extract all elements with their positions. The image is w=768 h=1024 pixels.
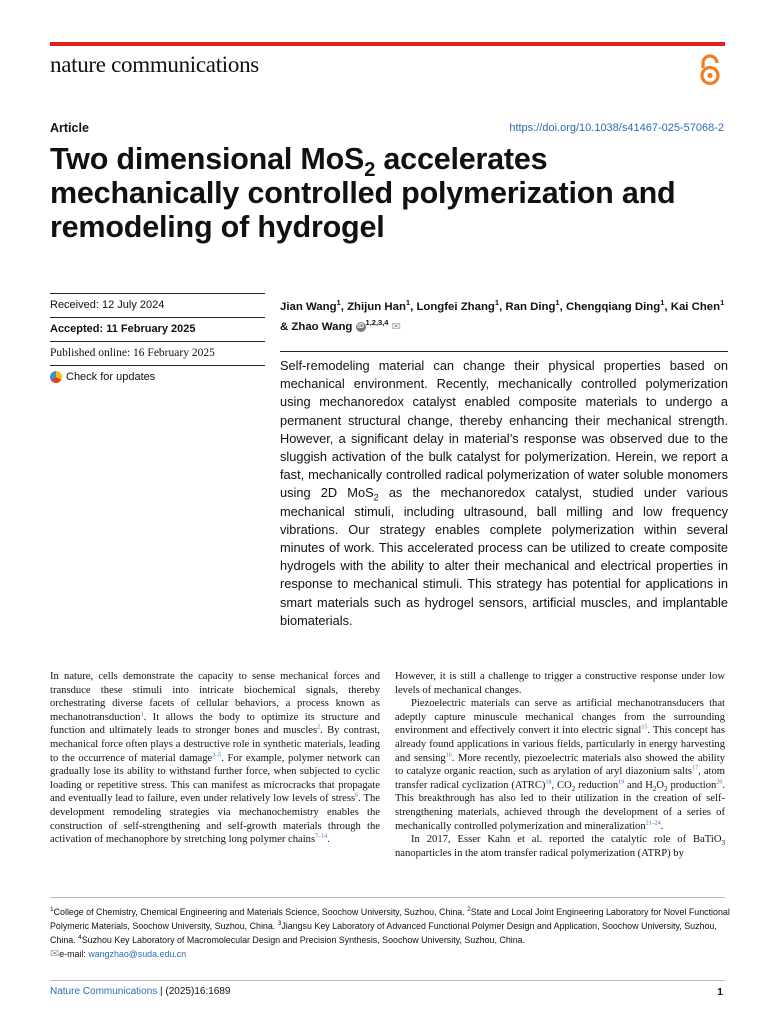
body-column-left: [50, 670, 380, 847]
orcid-icon[interactable]: iD: [357, 322, 365, 330]
author-list: Jian Wang$^1$, Zhijun Han$^1$, Longfei Zhang$^1$, Ran Ding$^1$, Chengqiang Ding$^1$, Kai Chen$^1$ & Zhao Wang iD $^{1,2,3,4}$ ✉: [280, 298, 725, 333]
citation-ref[interactable]: 16: [445, 752, 452, 759]
page-number: 1: [717, 986, 723, 998]
affiliations: $^1$College of Chemistry, Chemical Engineering and Materials Science, Soochow University, Suzhou, China. $^2$State and Local Joint Engineering Laboratory for Novel Functional Polymeric Materials, Soochow University, Suzhou, China. $^3$Jiangsu Key Laboratory of Advanced Functional Polymer Design and Application, Soochow University, Suzhou, China. $^4$Suzhou Key Laboratory of Macromolecular Design and Precision Synthesis, Soochow University, Suzhou, China. ✉e-mail: wangzhao@suda.edu.cn: [50, 906, 730, 960]
check-for-updates-button[interactable]: [50, 365, 265, 389]
citation-ref[interactable]: 15: [641, 724, 648, 731]
author[interactable]: Kai Chen$^1$: [670, 298, 725, 313]
email-label: e-mail:: [59, 949, 89, 959]
published-date: Published online: 16 February 2025: [50, 341, 265, 365]
footer-journal-link[interactable]: Nature Communications: [50, 986, 158, 997]
open-access-icon[interactable]: [697, 54, 723, 86]
abstract-rule: [280, 351, 728, 352]
author[interactable]: Zhao Wang iD $^{1,2,3,4}$ ✉: [291, 317, 401, 333]
citation-ref[interactable]: 18: [545, 779, 552, 786]
article-dates: [50, 293, 265, 389]
header-rule: [50, 42, 725, 46]
footer-rule: [50, 980, 725, 981]
citation-ref[interactable]: 7–14: [315, 833, 328, 840]
accepted-date: Accepted: 11 February 2025: [50, 317, 265, 341]
citation-ref[interactable]: 1: [140, 711, 144, 718]
author[interactable]: Longfei Zhang$^1$: [416, 298, 500, 313]
envelope-icon: ✉: [50, 948, 60, 960]
envelope-icon[interactable]: ✉: [391, 320, 401, 333]
journal-name[interactable]: nature communications: [50, 52, 259, 77]
citation-ref[interactable]: 2: [317, 724, 321, 731]
email-link[interactable]: wangzhao@suda.edu.cn: [88, 949, 187, 959]
citation-ref[interactable]: 17: [692, 765, 699, 772]
body-paragraph: However, it is still a challenge to trigger a constructive response under low levels of mechanical changes.: [395, 671, 725, 696]
body-paragraph: In nature, cells demonstrate the capacity to sense mechanical forces and transduce these stimuli into intricate biochemical signals, thereby orchestrating diverse facets of cellular behaviors, a process known as mechanotransduction$^1$. It allows the body to optimize its structure and function and ultimately leads to stronger bones and muscles$^2$. By contrast, mechanical force often plays a destructive role in synthetic materials, leading to the occurrence of material damage$^{3-5}$. For example, polymer network can gradually lose its ability to withstand further force, when subjected to cyclic loading or repetitive stress. This can manifest as microcracks that propagate and eventually lead to failure, even under relatively low levels of stress$^6$. The development remodeling strategies via mechanochemistry enables the construction of self-strengthening and self-growth materials through the activation of mechanophore by stretching long polymer chains$^{7-14}$.: [50, 671, 380, 846]
body-column-right: [395, 670, 725, 860]
received-date: Received: 12 July 2024: [50, 293, 265, 317]
citation-ref[interactable]: 20: [716, 779, 723, 786]
article-title: Two dimensional MoS$_2$ accelerates mechanically controlled polymerization and remodeling of hydrogel: [50, 142, 676, 244]
body-paragraph: Piezoelectric materials can serve as artificial mechanotransducers that adeptly capture minuscule mechanical changes from the surrounding environment and effectively convert it into electric signal$^{15}$. This concept has already found applications in various fields, particularly in energy harvesting and sensing$^{16}$. More recently, piezoelectric materials also showed the ability to catalyze organic reaction, such as arylation of aryl diazonium salts$^{17}$, atom transfer radical cyclization (ATRC)$^{18}$, $CO_2$ reduction$^{19}$ and $H_2O_2$ production$^{20}$. This breakthrough has also led to their utilization in the creation of self-strengthening materials, achieved through the development of a series of mechanically controlled polymerization and mineralization$^{21-24}$.: [395, 698, 725, 832]
citation-ref[interactable]: 3–5: [212, 752, 222, 759]
check-updates-label: Check for updates: [66, 371, 156, 383]
author[interactable]: Chengqiang Ding$^1$: [565, 298, 665, 313]
affiliation-rule: [50, 897, 725, 898]
author[interactable]: Zhijun Han$^1$: [347, 298, 411, 313]
doi-link[interactable]: https://doi.org/10.1038/s41467-025-57068-2: [509, 122, 724, 134]
author[interactable]: Ran Ding$^1$: [505, 298, 560, 313]
footer-citation: Nature Communications | (2025)16:1689: [50, 986, 231, 997]
citation-ref[interactable]: 21–24: [645, 820, 661, 826]
check-updates-icon: [50, 371, 62, 383]
author[interactable]: Jian Wang$^1$: [280, 298, 341, 313]
abstract: Self-remodeling material can change their physical properties based on mechanical environment. Recently, mechanically controlled polymerization using mechanoredox catalyst enabled composite materials to undergo a permanent structural change, thereby enhancing their mechanical strength. However, a significant delay in material’s response was observed due to the sluggish activation of the bulk catalyst for polymerization. Herein, we report a fast, mechanically controlled radical polymerization of water soluble monomers using 2D MoS$_2$ as the mechanoredox catalyst, studied under various mechanical stimuli, including ultrasound, ball milling and low frequency vibrations. Our strategy enables complete polymerization within several minutes of work. This accelerated process can be utilized to create composite hydrogels with the ability to alter their mechanical and electrical properties in response to mechanical stimuli. This strategy has potential for applications in smart materials such as hydrogel sensors, artificial muscles, and implantable biomaterials.: [280, 358, 728, 628]
body-paragraph: In 2017, Esser Kahn et al. reported the catalytic role of BaTiO$_3$ nanoparticles in the atom transfer radical polymerization (ATRP) by: [395, 834, 725, 859]
citation-ref[interactable]: 6: [355, 792, 359, 799]
citation-ref[interactable]: 19: [618, 779, 625, 786]
article-type: Article: [50, 121, 89, 135]
